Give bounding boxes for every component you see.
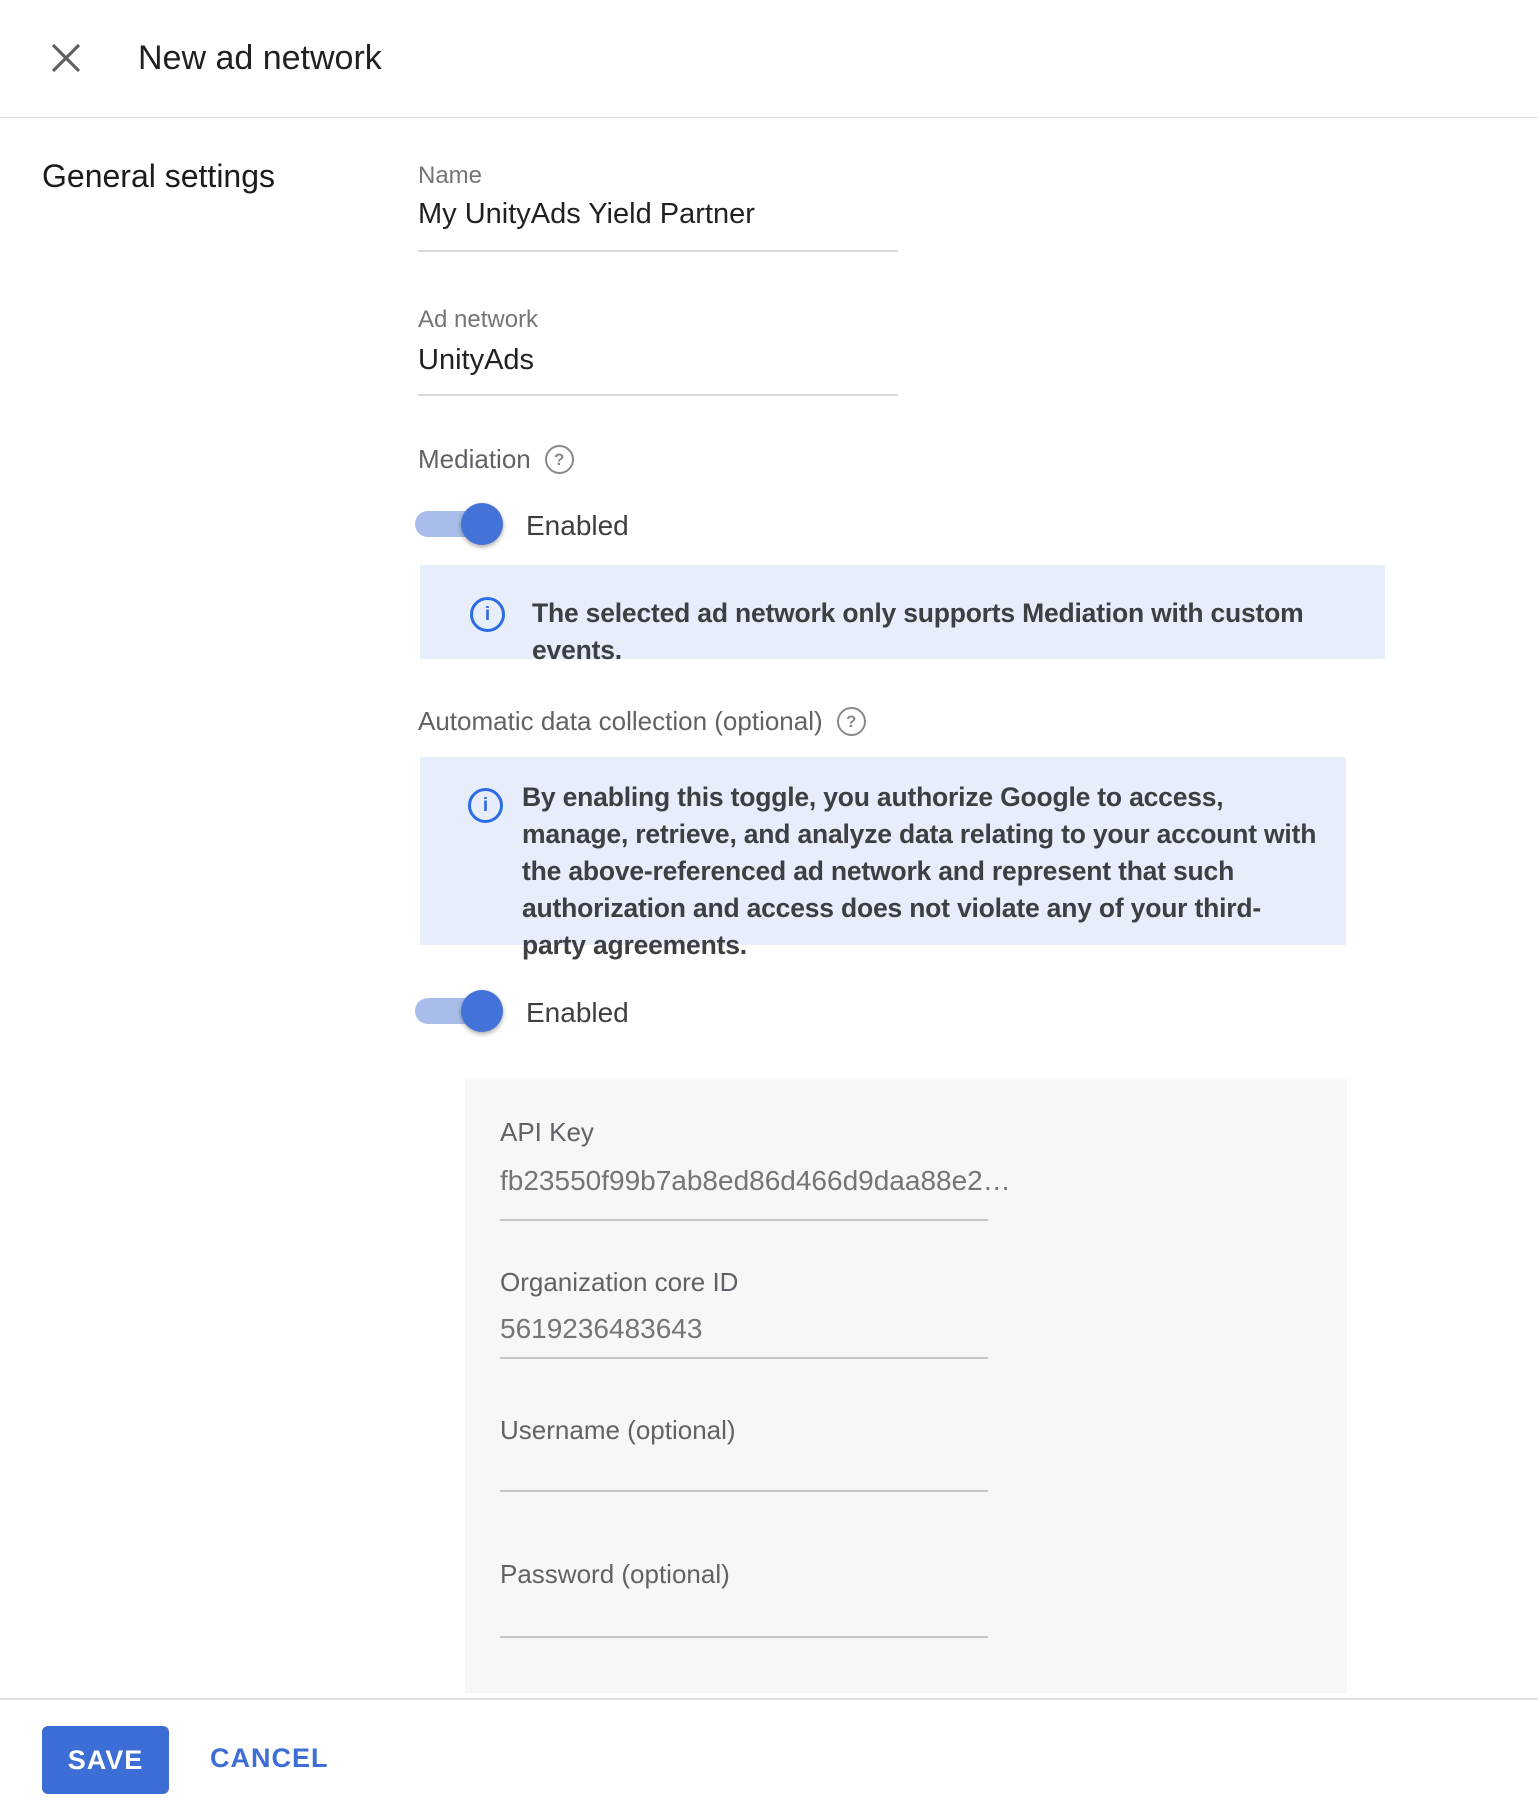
- page-title: New ad network: [138, 39, 382, 77]
- name-input[interactable]: My UnityAds Yield Partner: [418, 198, 755, 230]
- info-icon: i: [468, 788, 503, 823]
- mediation-state-label: Enabled: [526, 510, 629, 541]
- info-icon: i: [470, 597, 505, 632]
- auto-data-collection-label: Automatic data collection (optional): [418, 706, 823, 736]
- credentials-panel: [465, 1079, 1347, 1693]
- close-icon: [42, 34, 90, 82]
- username-underline: [500, 1490, 988, 1492]
- password-label: Password (optional): [500, 1559, 730, 1589]
- save-button[interactable]: SAVE: [42, 1726, 169, 1794]
- mediation-info-banner: [420, 565, 1385, 665]
- ad-network-underline: [418, 394, 898, 396]
- auto-data-collection-label-row: [418, 706, 866, 737]
- footer-divider: [0, 1698, 1538, 1700]
- name-label: Name: [418, 162, 483, 189]
- ad-network-label: Ad network: [418, 306, 539, 333]
- api-key-label: API Key: [500, 1117, 594, 1147]
- ad-network-select[interactable]: UnityAds: [418, 344, 535, 376]
- password-underline: [500, 1636, 988, 1638]
- api-key-underline: [500, 1219, 988, 1221]
- cancel-button[interactable]: CANCEL: [204, 1742, 335, 1775]
- auto-data-collection-info-text: By enabling this toggle, you authorize Google to access, manage, retrieve, and analyze data relating to your account with the above-referenced ad network and represent that such authorization and access does not violate any of your third-party agreements.: [522, 782, 1317, 960]
- mediation-toggle-knob: [461, 503, 503, 545]
- mediation-help-icon[interactable]: ?: [545, 445, 574, 474]
- org-core-id-label: Organization core ID: [500, 1267, 739, 1297]
- username-label: Username (optional): [500, 1415, 736, 1445]
- mediation-toggle[interactable]: [415, 502, 503, 546]
- mediation-info-text: The selected ad network only supports Mediation with custom events.: [532, 598, 1304, 665]
- auto-data-collection-toggle-knob: [461, 990, 503, 1032]
- auto-data-collection-info-banner: [420, 757, 1346, 960]
- auto-data-collection-help-icon[interactable]: ?: [837, 707, 866, 736]
- org-core-id-input[interactable]: 5619236483643: [500, 1313, 703, 1344]
- name-underline: [418, 250, 898, 252]
- auto-data-collection-toggle[interactable]: [415, 989, 503, 1033]
- close-button[interactable]: [42, 34, 90, 82]
- org-core-id-underline: [500, 1357, 988, 1359]
- auto-data-collection-state-label: Enabled: [526, 997, 629, 1028]
- header-divider: [0, 117, 1538, 118]
- section-general-settings: General settings: [42, 158, 276, 194]
- mediation-label-row: [418, 444, 574, 475]
- mediation-label: Mediation: [418, 444, 531, 474]
- api-key-input[interactable]: fb23550f99b7ab8ed86d466d9daa88e2…: [500, 1165, 1011, 1196]
